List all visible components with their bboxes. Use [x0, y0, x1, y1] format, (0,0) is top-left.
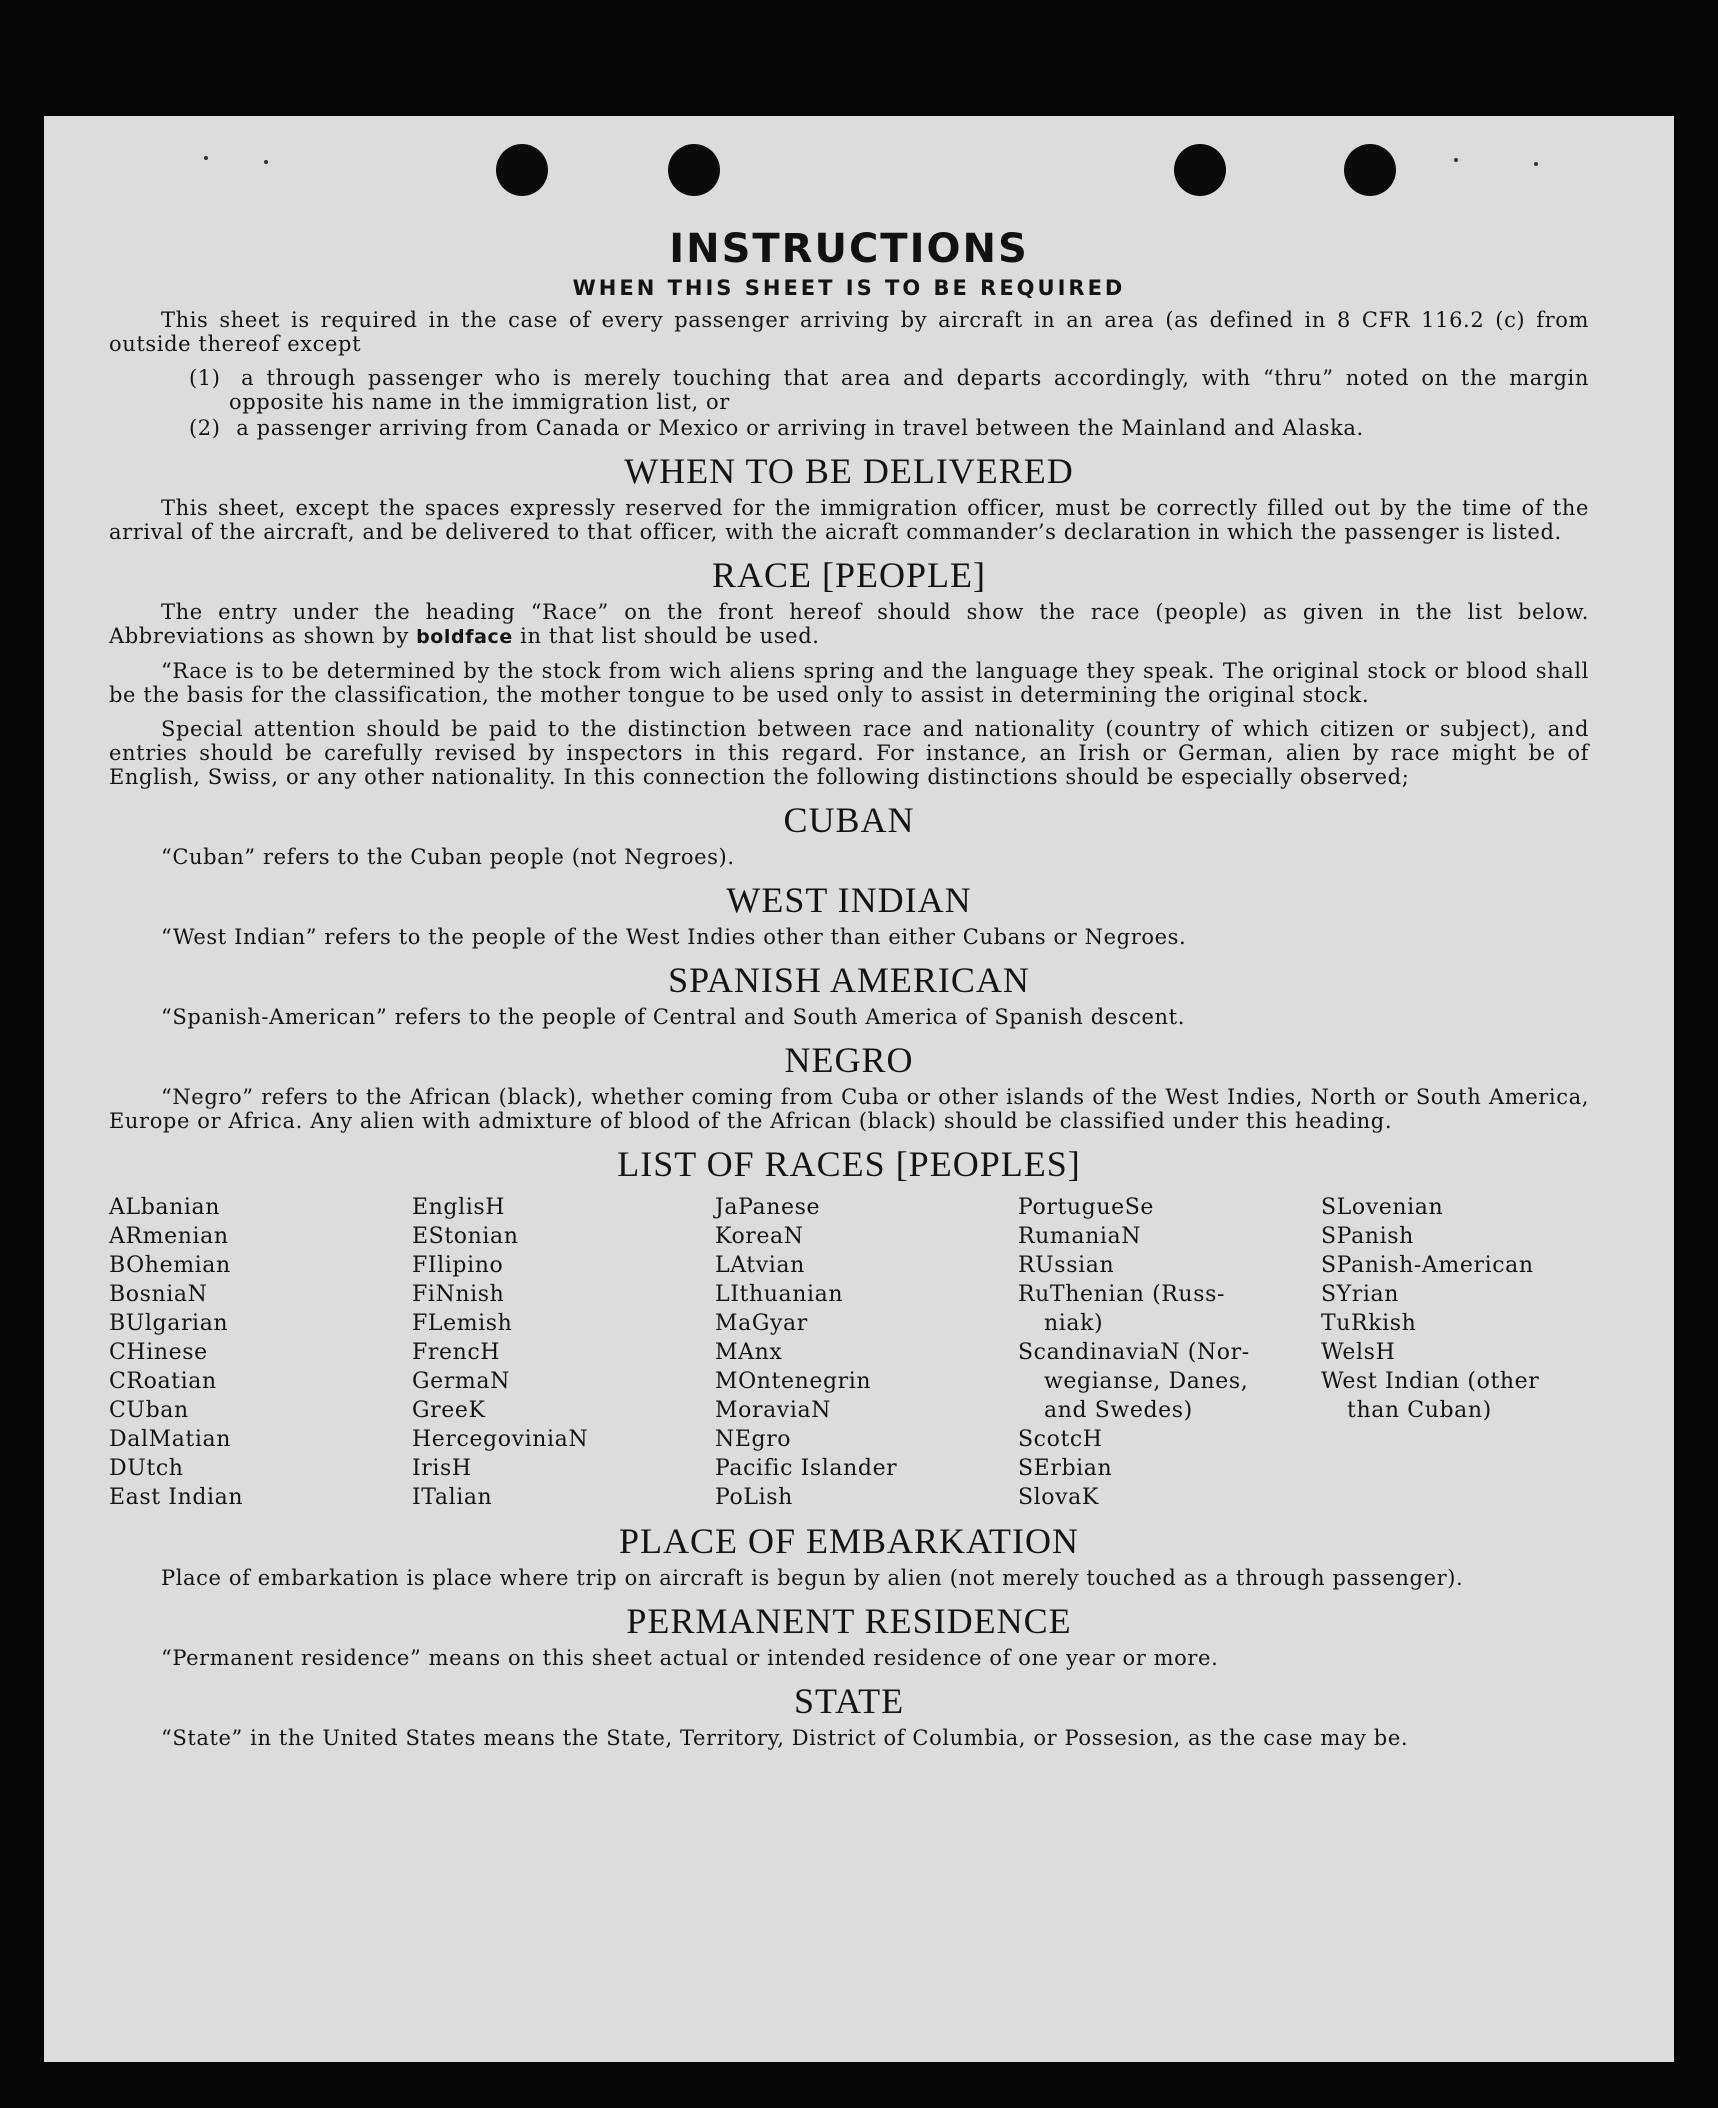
embarkation-paragraph: Place of embarkation is place where trip on aircraft is begun by alien (not merely touched as a through passenger).: [161, 1566, 1464, 1590]
race-entry: NEgro: [715, 1427, 792, 1452]
exception-text: a passenger arriving from Canada or Mexico or arriving in travel between the Mainland and Alaska.: [236, 416, 1364, 440]
page-title: INSTRUCTIONS: [669, 226, 1029, 272]
race-entry: EnglisH: [412, 1195, 506, 1220]
section-heading-delivered: WHEN TO BE DELIVERED: [624, 451, 1074, 491]
section-heading-west-indian: WEST INDIAN: [726, 880, 972, 920]
punch-hole: [496, 144, 548, 196]
race-paragraph-1: [109, 600, 1589, 649]
punch-hole: [668, 144, 720, 196]
race-entry: CUban: [109, 1398, 189, 1423]
race-entry: MOntenegrin: [715, 1369, 872, 1394]
section-heading-spanish-american: SPANISH AMERICAN: [668, 960, 1030, 1000]
race-entry: PoLish: [715, 1485, 793, 1510]
race-entry: MAnx: [715, 1340, 783, 1365]
race-entry: ScandinaviaN (Nor-: [1018, 1340, 1250, 1365]
races-column: [1321, 1193, 1591, 1512]
race-entry: BUlgarian: [109, 1311, 229, 1336]
race-entry: ITalian: [412, 1485, 493, 1510]
race-entry: WelsH: [1321, 1340, 1396, 1365]
race-entry: GreeK: [412, 1398, 486, 1423]
intro-paragraph: This sheet is required in the case of every passenger arriving by aircraft in an area (as defined in 8 CFR 116.2 (c) from outside thereof except: [109, 308, 1589, 356]
race-entry: GermaN: [412, 1369, 510, 1394]
races-list: [109, 1193, 1589, 1512]
negro-paragraph: “Negro” refers to the African (black), whether coming from Cuba or other islands of the West Indies, North or South America, Europe or Africa. Any alien with admixture of blood of the African (black) should be classified under this heading.: [109, 1085, 1589, 1133]
race-entry: BOhemian: [109, 1253, 231, 1278]
section-heading-list-of-races: LIST OF RACES [PEOPLES]: [617, 1144, 1081, 1184]
race-entry: JaPanese: [715, 1195, 821, 1220]
instructions-content: [109, 226, 1589, 1760]
race-entry: KoreaN: [715, 1224, 804, 1249]
races-column: [412, 1193, 715, 1512]
document-page: [44, 116, 1674, 2062]
race-entry: and Swedes): [1044, 1398, 1193, 1423]
punch-hole: [1344, 144, 1396, 196]
race-paragraph-3: Special attention should be paid to the distinction between race and nationality (country of which citizen or subject), and entries should be carefully revised by inspectors in this regard. For instance, an Irish or German, alien by race might be of English, Swiss, or any other nationality. In this connection the following distinctions should be especially observed;: [109, 717, 1589, 789]
race-entry: West Indian (other: [1321, 1369, 1540, 1394]
exception-number: (1): [189, 366, 221, 390]
race-entry: SLovenian: [1321, 1195, 1444, 1220]
race-entry: LAtvian: [715, 1253, 805, 1278]
exception-number: (2): [189, 416, 221, 440]
section-heading-negro: NEGRO: [784, 1040, 914, 1080]
races-column: [715, 1193, 1018, 1512]
boldface-word: boldface: [416, 626, 513, 648]
race-entry: than Cuban): [1347, 1398, 1492, 1423]
section-heading-residence: PERMANENT RESIDENCE: [626, 1601, 1072, 1641]
race-text: in that list should be used.: [520, 624, 820, 648]
race-entry: EStonian: [412, 1224, 519, 1249]
punch-hole: [1174, 144, 1226, 196]
race-entry: East Indian: [109, 1485, 244, 1510]
spanish-american-paragraph: “Spanish-American” refers to the people of Central and South America of Spanish descent.: [161, 1005, 1185, 1029]
race-text: The entry under the heading “Race” on the front hereof should show the race (people) as given in the list below. Abbreviations as shown by: [109, 600, 1589, 648]
race-entry: FrencH: [412, 1340, 501, 1365]
race-entry: CHinese: [109, 1340, 208, 1365]
residence-paragraph: “Permanent residence” means on this sheet actual or intended residence of one year or more.: [161, 1646, 1219, 1670]
race-entry: LIthuanian: [715, 1282, 844, 1307]
race-entry: RuThenian (Russ-: [1018, 1282, 1226, 1307]
race-entry: BosniaN: [109, 1282, 208, 1307]
race-entry: SPanish-American: [1321, 1253, 1534, 1278]
delivered-paragraph: This sheet, except the spaces expressly reserved for the immigration officer, must be correctly filled out by the time of the arrival of the aircraft, and be delivered to that officer, with the aicraft commander’s declaration in which the passenger is listed.: [109, 496, 1589, 544]
race-entry: CRoatian: [109, 1369, 217, 1394]
race-entry: wegianse, Danes,: [1044, 1369, 1249, 1394]
race-entry: DalMatian: [109, 1427, 231, 1452]
race-entry: SPanish: [1321, 1224, 1414, 1249]
race-entry: RumaniaN: [1018, 1224, 1142, 1249]
race-entry: FIlipino: [412, 1253, 504, 1278]
exception-text: a through passenger who is merely touching that area and departs accordingly, with “thru” noted on the margin opposite his name in the immigration list, or: [229, 366, 1589, 414]
race-entry: ARmenian: [109, 1224, 229, 1249]
cuban-paragraph: “Cuban” refers to the Cuban people (not Negroes).: [161, 845, 735, 869]
race-entry: niak): [1044, 1311, 1104, 1336]
race-entry: SlovaK: [1018, 1485, 1099, 1510]
race-entry: IrisH: [412, 1456, 472, 1481]
race-paragraph-2: “Race is to be determined by the stock from wich aliens spring and the language they speak. The original stock or blood shall be the basis for the classification, the mother tongue to be used only to assist in determining the original stock.: [109, 659, 1589, 707]
race-entry: RUssian: [1018, 1253, 1115, 1278]
section-heading-race: RACE [PEOPLE]: [712, 555, 986, 595]
races-column: [1018, 1193, 1321, 1512]
section-heading-cuban: CUBAN: [783, 800, 915, 840]
race-entry: ALbanian: [109, 1195, 220, 1220]
race-entry: SErbian: [1018, 1456, 1113, 1481]
section-heading-state: STATE: [793, 1681, 905, 1721]
race-entry: ScotcH: [1018, 1427, 1103, 1452]
races-column: [109, 1193, 412, 1512]
page-subtitle: WHEN THIS SHEET IS TO BE REQUIRED: [572, 276, 1126, 300]
race-entry: FiNnish: [412, 1282, 505, 1307]
race-entry: HercegoviniaN: [412, 1427, 589, 1452]
race-entry: DUtch: [109, 1456, 184, 1481]
exception-item-1: [189, 366, 1589, 414]
race-entry: FLemish: [412, 1311, 513, 1336]
race-entry: MoraviaN: [715, 1398, 832, 1423]
race-entry: SYrian: [1321, 1282, 1400, 1307]
race-entry: TuRkish: [1321, 1311, 1417, 1336]
west-indian-paragraph: “West Indian” refers to the people of the West Indies other than either Cubans or Negroes.: [161, 925, 1187, 949]
exception-item-2: [189, 416, 1589, 440]
race-entry: MaGyar: [715, 1311, 808, 1336]
state-paragraph: “State” in the United States means the State, Territory, District of Columbia, or Possesion, as the case may be.: [161, 1726, 1409, 1750]
race-entry: Pacific Islander: [715, 1456, 898, 1481]
race-entry: PortugueSe: [1018, 1195, 1155, 1220]
section-heading-embarkation: PLACE OF EMBARKATION: [618, 1521, 1080, 1561]
